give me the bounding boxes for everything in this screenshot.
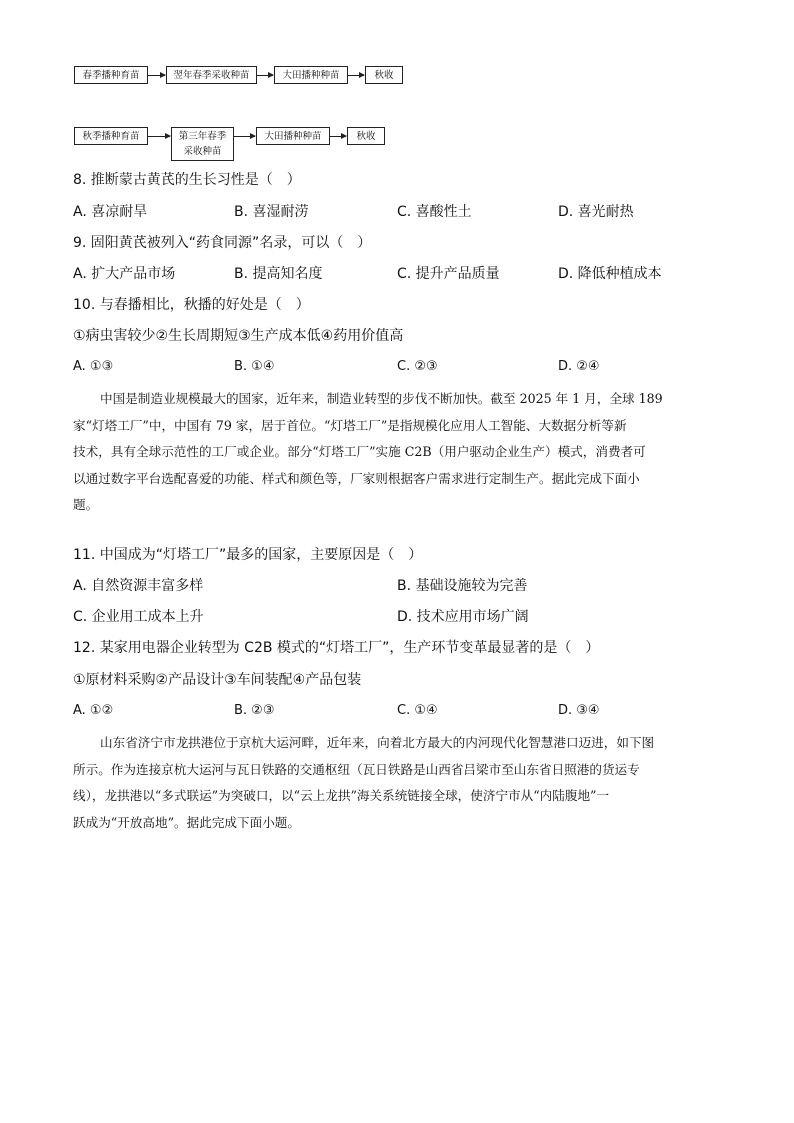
flow1-arrow-2 (257, 75, 273, 76)
question-9-option-c[interactable]: C. 提升产品质量 (397, 266, 500, 282)
flow2-step-4: 秋收 (347, 127, 385, 145)
flow2-step-2-line-2: 采收种苗 (183, 146, 222, 157)
passage-2-line-1: 山东省济宁市龙拱港位于京杭大运河畔，近年来，向着北方最大的内河现代化智慧港口迈进，如下图 (100, 735, 655, 750)
flow2-arrow-3 (330, 136, 346, 137)
passage-1-line-1: 中国是制造业规模最大的国家，近年来，制造业转型的步伐不断加快。截至 2025 年 1 月，全球 189 (100, 391, 663, 406)
flow2-step-2-line-1: 第三年春季 (178, 131, 227, 142)
question-10-option-a[interactable]: A. ①③ (73, 359, 114, 374)
flow1-arrow-3 (348, 75, 364, 76)
question-9-option-b[interactable]: B. 提高知名度 (234, 266, 323, 282)
flow2-step-2 (171, 127, 234, 161)
flow2-step-1: 秋季播种育苗 (74, 127, 148, 145)
passage-lighthouse-factory (73, 386, 718, 519)
question-11-option-d[interactable]: D. 技术应用市场广阔 (397, 609, 529, 625)
question-9-option-a[interactable]: A. 扩大产品市场 (73, 266, 176, 282)
passage-1-line-5: 题。 (73, 497, 99, 512)
flow1-step-3: 大田播种种苗 (274, 66, 348, 84)
question-12-substem: ①原材料采购②产品设计③车间装配④产品包装 (73, 672, 362, 688)
question-11-stem: 11. 中国成为“灯塔工厂”最多的国家，主要原因是（ ） (73, 547, 423, 563)
question-8-option-b[interactable]: B. 喜湿耐涝 (234, 204, 309, 220)
question-8-stem: 8. 推断蒙古黄芪的生长习性是（ ） (73, 172, 301, 188)
question-11-option-a[interactable]: A. 自然资源丰富多样 (73, 578, 204, 594)
question-8-option-c[interactable]: C. 喜酸性土 (397, 204, 472, 220)
flow1-step-4: 秋收 (365, 66, 403, 84)
passage-longgong-port (73, 730, 718, 836)
question-11-option-b[interactable]: B. 基础设施较为完善 (397, 578, 528, 594)
question-11-option-c[interactable]: C. 企业用工成本上升 (73, 609, 204, 625)
question-12-stem: 12. 某家用电器企业转型为 C2B 模式的“灯塔工厂”，生产环节变革最显著的是（ ） (73, 640, 600, 656)
question-10-stem: 10. 与春播相比，秋播的好处是（ ） (73, 297, 310, 313)
question-9-stem: 9. 固阳黄芪被列入“药食同源”名录，可以（ ） (73, 235, 372, 251)
question-12-option-c[interactable]: C. ①④ (397, 703, 438, 718)
flow1-step-1: 春季播种育苗 (74, 66, 148, 84)
passage-1-line-4: 以通过数字平台选配喜爱的功能、样式和颜色等，厂家则根据客户需求进行定制生产。据此完成下面小 (73, 470, 640, 486)
question-8-option-a[interactable]: A. 喜凉耐旱 (73, 204, 148, 220)
passage-1-line-3: 技术，具有全球示范性的工厂或企业。部分“灯塔工厂”实施 C2B（用户驱动企业生产）模式，消费者可 (73, 444, 646, 459)
flow2-step-3: 大田播种种苗 (256, 127, 330, 145)
question-10-substem: ①病虫害较少②生长周期短③生产成本低④药用价值高 (73, 328, 404, 344)
question-12-option-d[interactable]: D. ③④ (558, 703, 600, 718)
flow1-arrow-1 (148, 75, 165, 76)
question-10-option-d[interactable]: D. ②④ (558, 359, 600, 374)
passage-2-line-4: 跃成为“开放高地”。据此完成下面小题。 (73, 814, 300, 830)
planting-flow-diagrams (0, 0, 794, 170)
question-10-option-b[interactable]: B. ①④ (234, 359, 275, 374)
flow2-arrow-1 (148, 136, 170, 137)
flow2-arrow-2 (234, 136, 255, 137)
question-10-option-c[interactable]: C. ②③ (397, 359, 438, 374)
passage-1-line-2: 家“灯塔工厂”中，中国有 79 家，居于首位。“灯塔工厂”是指规模化应用人工智能、大数据分析等新 (73, 417, 627, 433)
question-12-option-b[interactable]: B. ②③ (234, 703, 275, 718)
question-9-option-d[interactable]: D. 降低种植成本 (558, 266, 662, 282)
question-8-option-d[interactable]: D. 喜光耐热 (558, 204, 634, 220)
question-12-option-a[interactable]: A. ①② (73, 703, 114, 718)
flow1-step-2: 翌年春季采收种苗 (166, 66, 257, 84)
passage-2-line-2: 所示。作为连接京杭大运河与瓦日铁路的交通枢纽（瓦日铁路是山西省吕梁市至山东省日照港的货运专 (73, 761, 640, 777)
passage-2-line-3: 线），龙拱港以“多式联运”为突破口，以“云上龙拱”海关系统链接全球，使济宁市从“内陆腹地”一 (73, 788, 610, 803)
